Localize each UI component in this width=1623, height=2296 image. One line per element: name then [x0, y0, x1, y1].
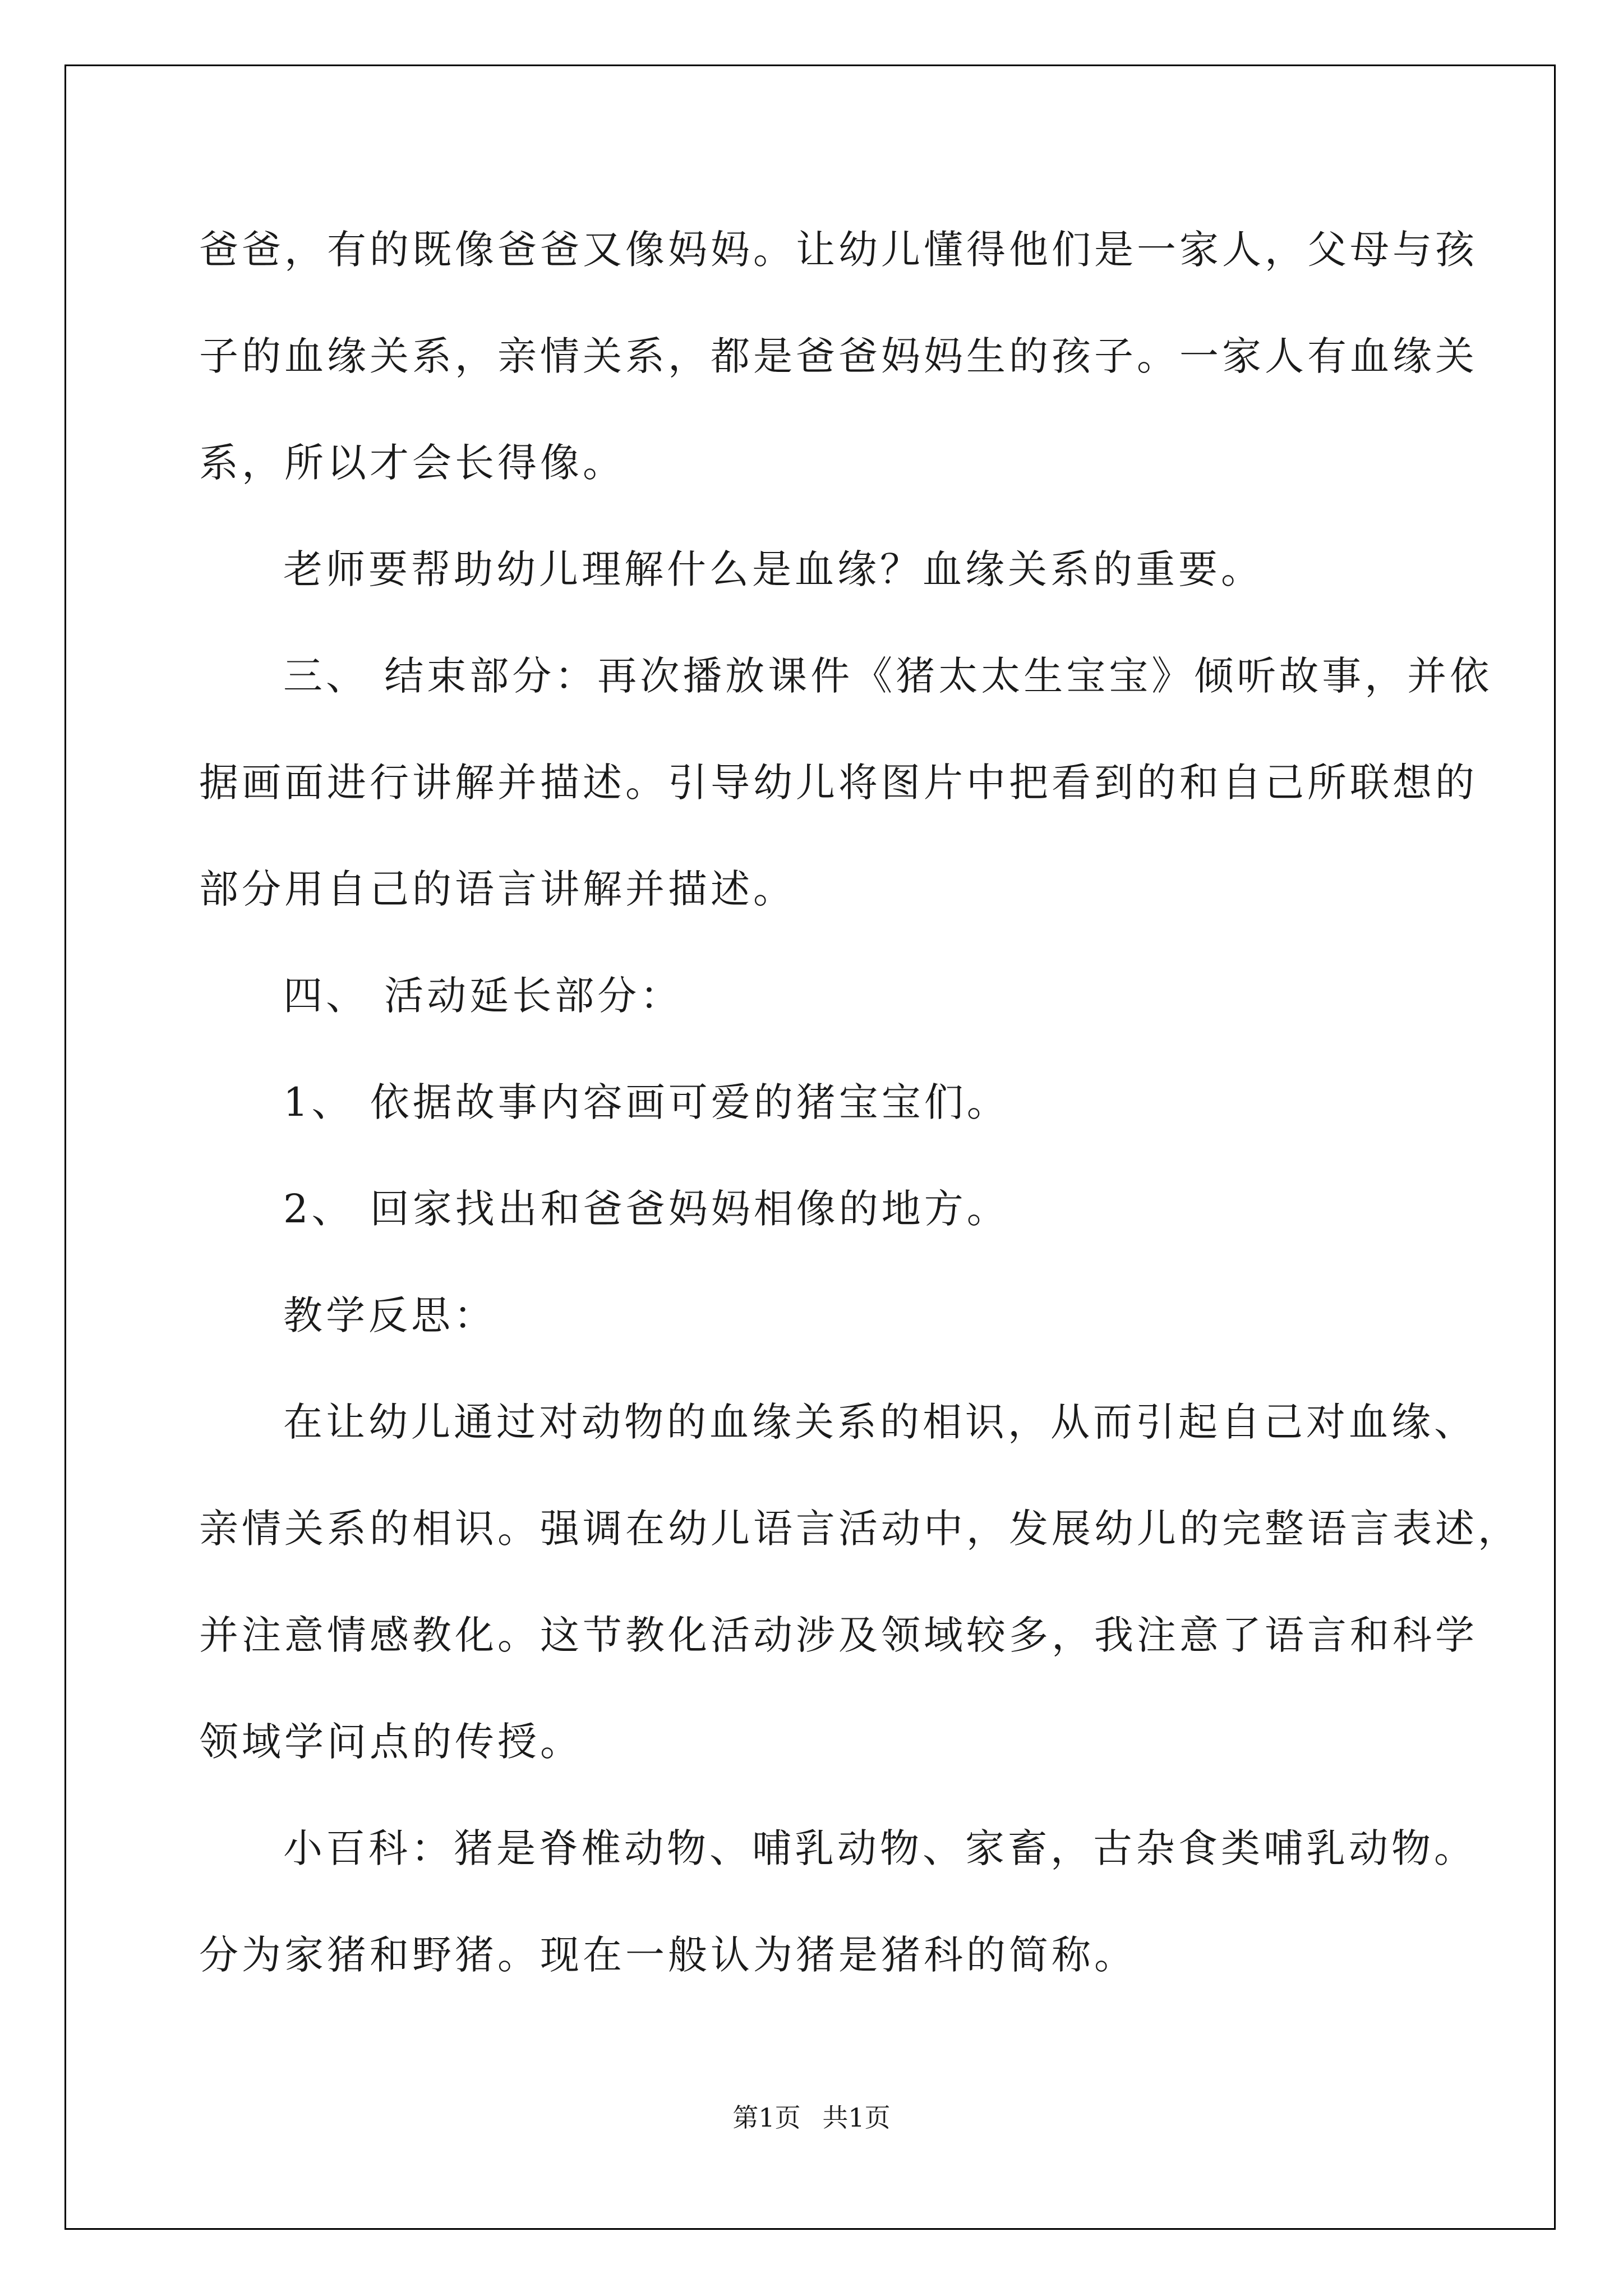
paragraph-line: 老师要帮助幼儿理解什么是血缘？血缘关系的重要。 [283, 546, 1264, 592]
page-border [64, 65, 1556, 2230]
paragraph-line: 领域学问点的传授。 [199, 1719, 583, 1765]
paragraph-line: 系，所以才会长得像。 [199, 440, 625, 486]
page-number: 第1页 [732, 2102, 801, 2133]
page-total: 共1页 [822, 2102, 891, 2133]
page-footer [0, 2101, 1623, 2134]
paragraph-line: 并注意情感教化。这节教化活动涉及领域较多，我注意了语言和科学 [199, 1612, 1478, 1658]
section-heading: 教学反思： [283, 1292, 496, 1338]
section-heading: 三、 结束部分：再次播放课件《猪太太生宝宝》倾听故事，并依 [283, 653, 1493, 699]
list-item: 2、 回家找出和爸爸妈妈相像的地方。 [283, 1186, 1009, 1232]
paragraph-line: 小百科：猪是脊椎动物、哺乳动物、家畜，古杂食类哺乳动物。 [283, 1825, 1477, 1871]
list-item: 1、 依据故事内容画可爱的猪宝宝们。 [283, 1079, 1009, 1125]
paragraph-line: 子的血缘关系，亲情关系，都是爸爸妈妈生的孩子。一家人有血缘关 [199, 333, 1478, 379]
paragraph-line: 据画面进行讲解并描述。引导幼儿将图片中把看到的和自己所联想的 [199, 760, 1478, 806]
paragraph-line: 在让幼儿通过对动物的血缘关系的相识，从而引起自己对血缘、 [283, 1399, 1477, 1445]
paragraph-line: 部分用自己的语言讲解并描述。 [199, 866, 796, 912]
section-heading: 四、 活动延长部分： [283, 973, 683, 1019]
paragraph-line: 亲情关系的相识。强调在幼儿语言活动中，发展幼儿的完整语言表述， [199, 1506, 1520, 1552]
paragraph-line: 分为家猪和野猪。现在一般认为猪是猪科的简称。 [199, 1932, 1137, 1978]
paragraph-line: 爸爸，有的既像爸爸又像妈妈。让幼儿懂得他们是一家人，父母与孩 [199, 227, 1478, 273]
